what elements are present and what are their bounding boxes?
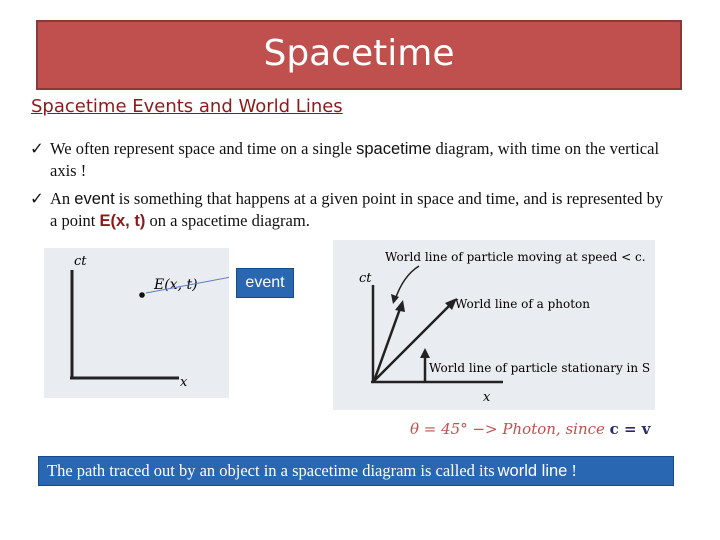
world-line-photon-label: World line of a photon — [455, 297, 590, 311]
world-line-stationary-label: World line of particle stationary in S — [429, 361, 651, 375]
event-point-notation: E(x, t) — [99, 212, 146, 230]
world-line-diagram — [333, 240, 655, 410]
formula-angle: θ = 45° −> — [410, 420, 503, 438]
moving-particle-arrowhead — [395, 300, 405, 312]
photon-formula — [410, 420, 651, 438]
world-line-definition — [38, 456, 674, 486]
definition-text-end: ! — [571, 461, 577, 480]
formula-text: Photon, since — [502, 420, 610, 438]
definition-text: The path traced out by an object in a spacetime diagram is called its — [47, 461, 495, 480]
section-subtitle: Spacetime Events and World Lines — [31, 96, 343, 117]
event-diagram-svg — [44, 248, 229, 398]
world-line-moving-label: World line of particle moving at speed < c. — [385, 250, 646, 264]
label-pointer-curve — [395, 266, 419, 300]
event-point — [139, 292, 145, 298]
event-diagram — [44, 248, 229, 398]
title-bar — [36, 20, 682, 90]
x-axis-label: x — [483, 390, 491, 405]
moving-particle-world-line — [374, 306, 401, 381]
checkmark-icon: ✓ — [30, 189, 44, 208]
bullet-text-part: diagram, with time on the vertical axis ! — [50, 139, 660, 180]
bullet-text-part: We often represent space and time on a single — [50, 139, 357, 158]
bullet-text — [50, 188, 670, 232]
x-axis-label: x — [180, 375, 188, 390]
formula-equation: c = v — [609, 420, 651, 438]
bullet-text — [50, 138, 670, 182]
checkmark-icon: ✓ — [30, 139, 44, 158]
stationary-arrowhead — [420, 348, 430, 358]
world-line-diagram-svg — [333, 240, 655, 410]
definition-term: world line — [497, 461, 568, 480]
y-axis-label: ct — [359, 271, 372, 286]
event-callout: event — [236, 268, 294, 298]
y-axis-label: ct — [74, 254, 87, 269]
page-title: Spacetime — [263, 32, 455, 74]
bullet-text-part: is something that happens at a given point in space and time, and is represented by a point — [50, 189, 664, 230]
event-point-label: E(x, t) — [154, 277, 198, 293]
bullet-term: event — [74, 190, 115, 208]
bullet-text-part: An — [50, 189, 75, 208]
bullet-text-part: on a spacetime diagram. — [145, 211, 310, 230]
bullet-term: spacetime — [356, 140, 432, 158]
label-pointer-arrowhead — [391, 294, 399, 304]
